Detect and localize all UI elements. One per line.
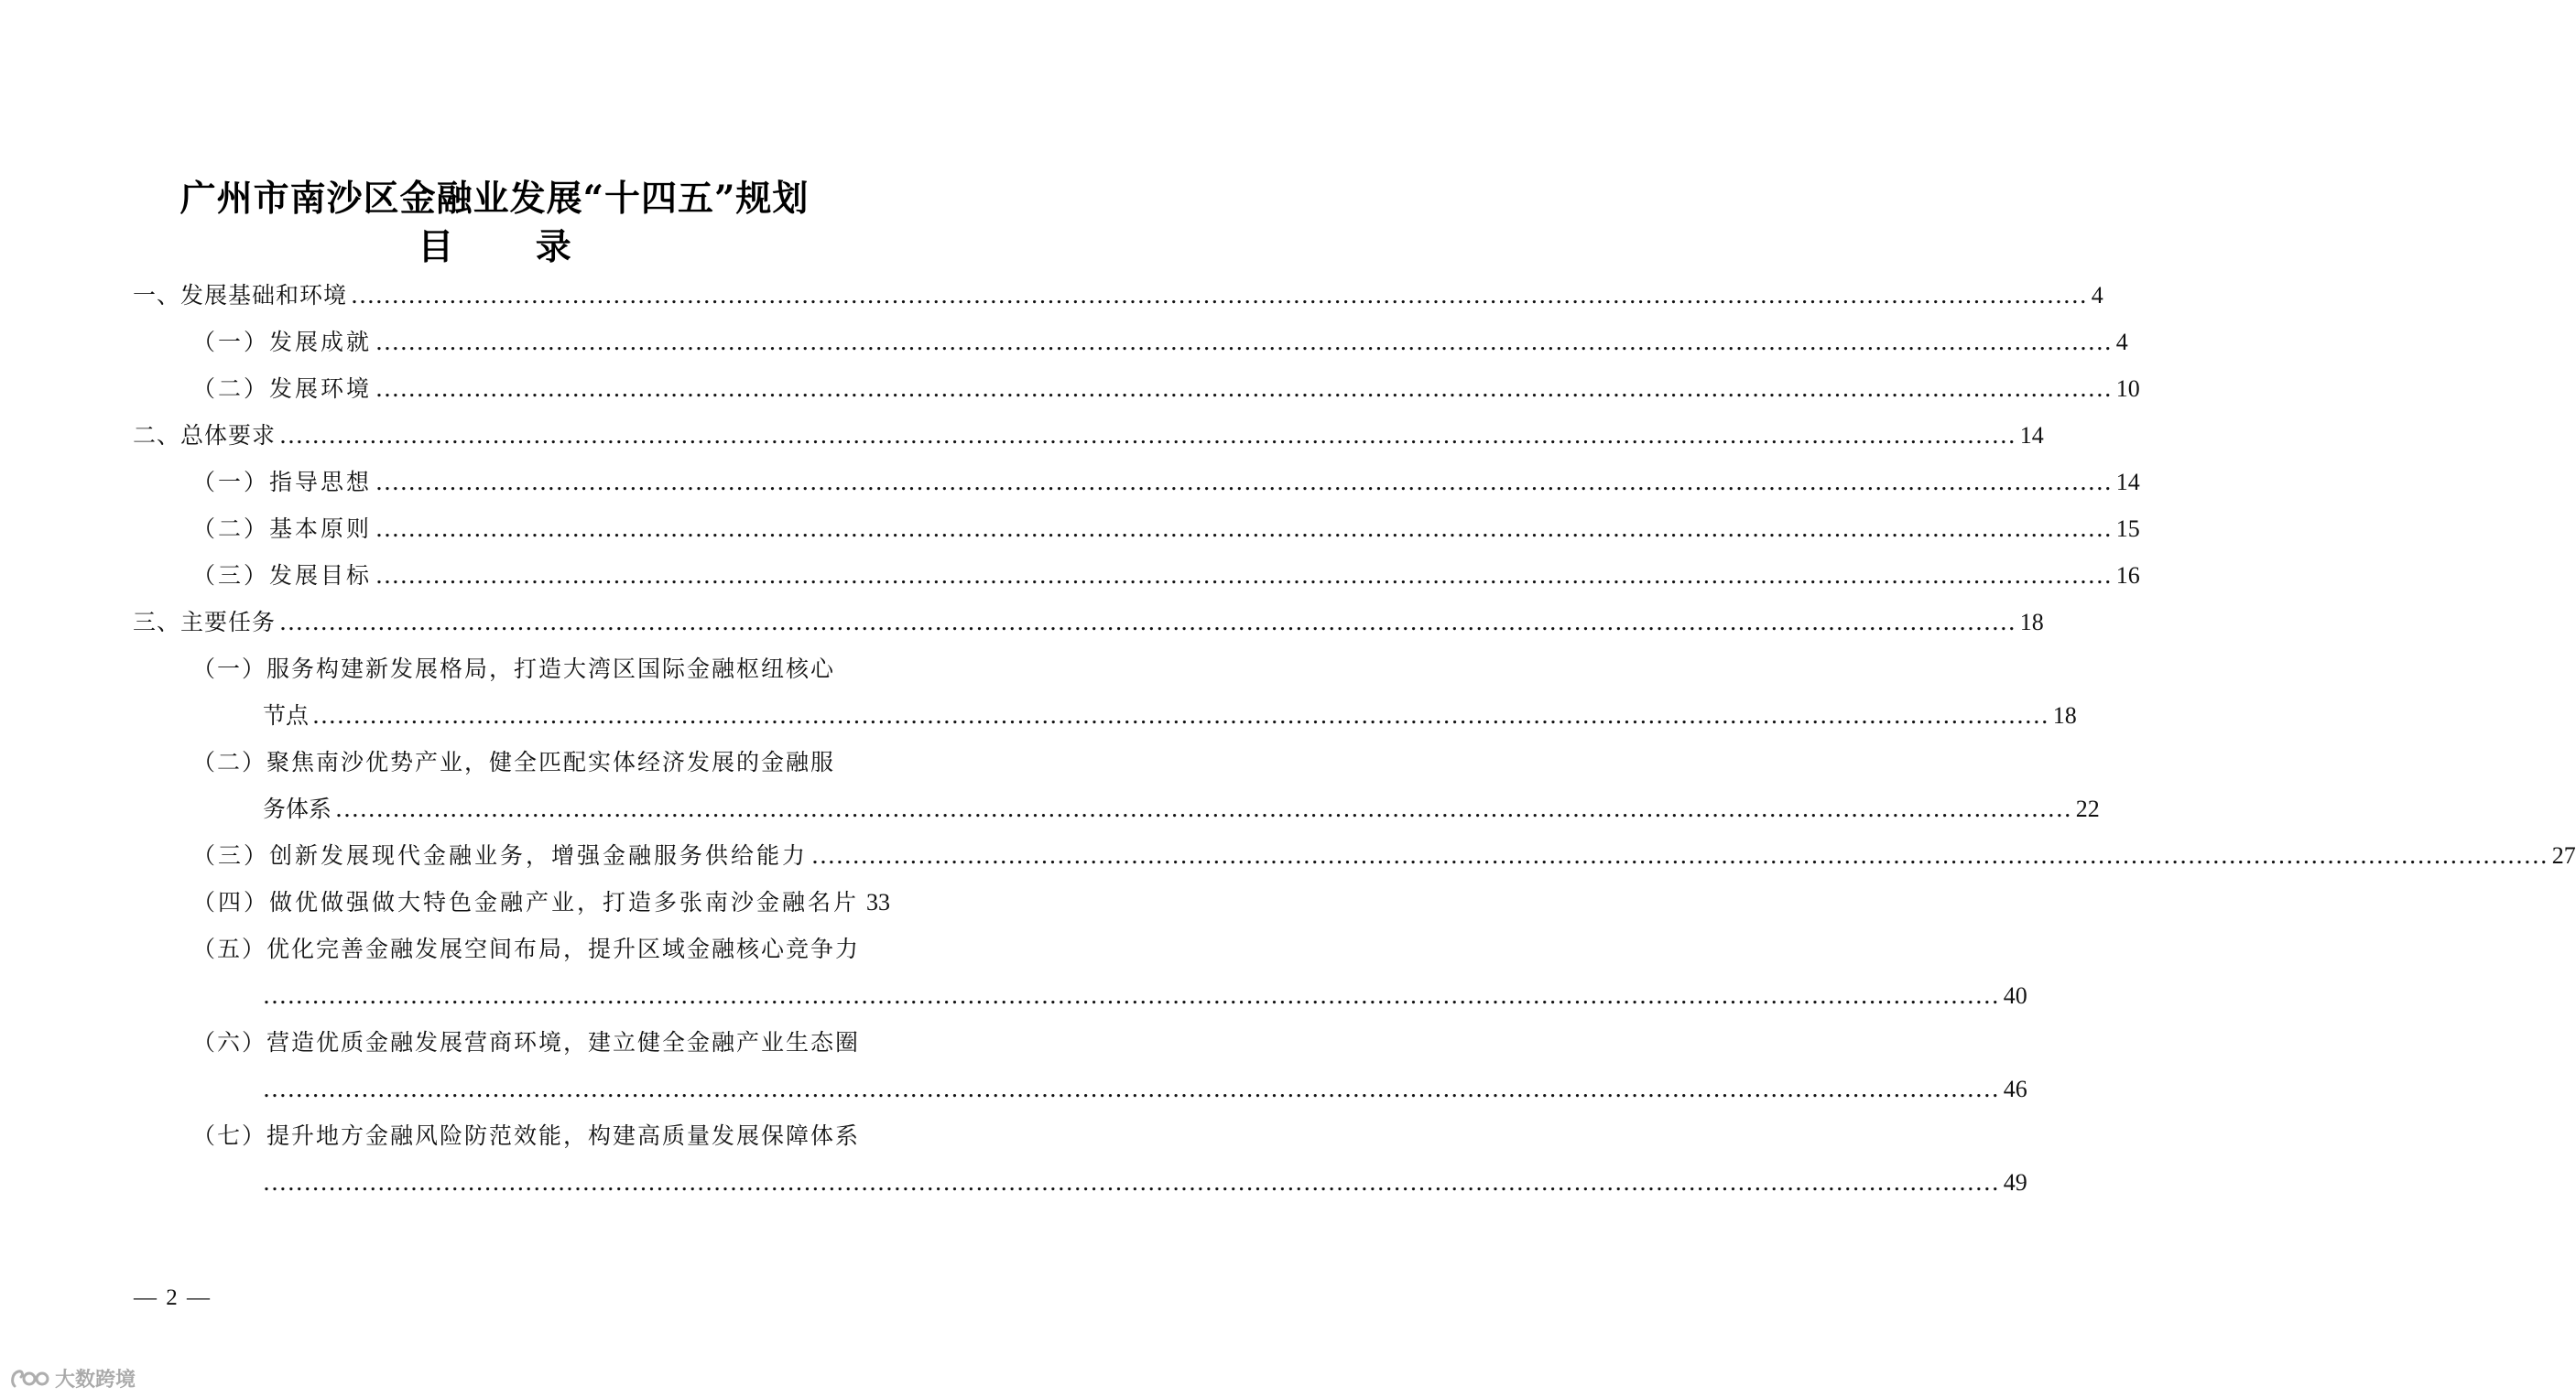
dot-leader: .................................................................................................................................................................................................................... [375,469,2113,495]
toc-entry-section-3-4[interactable] [192,880,891,926]
toc-entry-label: 三、主要任务 [133,609,277,635]
dot-leader: .................................................................................................................................................................................................................... [375,515,2113,542]
dot-leader: .................................................................................................................................................................................................................... [279,422,2016,449]
toc-entry-section-2-2[interactable] [192,506,2140,552]
toc-entry-section-3-7[interactable] [192,1113,865,1159]
dot-leader: .................................................................................................................................................................................................................... [263,1169,2000,1196]
toc-entry-label: 一、发展基础和环境 [133,282,348,309]
watermark [9,1364,136,1393]
dot-leader: .................................................................................................................................................................................................................... [263,982,2000,1009]
toc-entry-label-continuation: 务体系 [263,796,332,822]
toc-entry-section-2-1[interactable] [192,460,2140,505]
toc-entry-section-1-1[interactable] [192,320,2128,365]
toc-entry-section-2[interactable] [133,413,2044,459]
toc-entry-section-3-6[interactable] [192,1020,865,1066]
toc-entry-label: （一）发展成就 [192,329,373,355]
toc-entry-label-continuation: 节点 [263,702,310,729]
toc-entry-label: （二）基本原则 [192,515,373,542]
toc-entry-label: （二）发展环境 [192,375,373,402]
toc-page-number: 15 [2115,515,2140,542]
dot-leader: .................................................................................................................................................................................................................... [375,375,2113,402]
toc-entry-label: 二、总体要求 [133,422,277,449]
toc-page-number: 18 [2052,702,2077,729]
dot-leader: .................................................................................................................................................................................................................... [312,702,2049,729]
page-number-footer: — 2 — [134,1285,212,1310]
watermark-text: 大数跨境 [55,1369,136,1392]
toc-entry-label: （三）发展目标 [192,562,373,589]
dot-leader: .................................................................................................................................................................................................................... [335,796,2072,822]
toc-entry-section-3[interactable] [133,600,2044,645]
toc-page-number: 46 [2003,1076,2027,1102]
toc-page-number: 33 [866,889,891,916]
toc-page-number: 4 [2115,329,2128,355]
toc-entry-label: （一）服务构建新发展格局，打造大湾区国际金融枢纽核心 [192,656,836,682]
toc-page-number: 22 [2075,796,2100,822]
dot-leader: .................................................................................................................................................................................................................... [279,609,2016,635]
toc-entry-label: （二）聚焦南沙优势产业，健全匹配实体经济发展的金融服 [192,749,836,775]
toc-entry-section-3-1-continuation[interactable] [263,693,2077,739]
toc-entry-label: （五）优化完善金融发展空间布局，提升区域金融核心竞争力 [192,936,861,962]
toc-page-number: 14 [2115,469,2140,495]
document-title: 广州市南沙区金融业发展“十四五”规划 [179,178,810,220]
logo-mark-icon [9,1366,51,1392]
dot-leader: .................................................................................................................................................................................................................... [263,1076,2000,1102]
dot-leader: .................................................................................................................................................................................................................... [351,282,2088,309]
toc-page-number: 18 [2019,609,2044,635]
toc-entry-section-3-5[interactable] [192,927,865,972]
toc-entry-section-3-5-continuation[interactable] [263,973,2027,1019]
toc-page-number: 4 [2091,282,2103,309]
toc-entry-section-3-3[interactable] [192,833,2576,879]
toc-heading: 目 录 [418,226,606,268]
toc-entry-label: （四）做优做强做大特色金融产业，打造多张南沙金融名片 [192,889,860,916]
toc-entry-section-3-1[interactable] [192,646,865,692]
toc-entry-label: （七）提升地方金融风险防范效能，构建高质量发展保障体系 [192,1122,861,1149]
toc-page-number: 40 [2003,982,2027,1009]
toc-page-number: 27 [2551,842,2576,869]
toc-page-number: 16 [2115,562,2140,589]
toc-entry-label: （一）指导思想 [192,469,373,495]
toc-entry-section-3-6-continuation[interactable] [263,1067,2027,1112]
dot-leader: .................................................................................................................................................................................................................... [811,842,2549,869]
toc-entry-section-3-2[interactable] [192,740,865,786]
toc-entry-section-2-3[interactable] [192,553,2140,599]
toc-page-number: 10 [2115,375,2140,402]
toc-entry-section-3-2-continuation[interactable] [263,786,2100,832]
toc-entry-label: （三）创新发展现代金融业务，增强金融服务供给能力 [192,842,809,869]
toc-entry-label: （六）营造优质金融发展营商环境，建立健全金融产业生态圈 [192,1029,861,1056]
toc-entry-section-3-7-continuation[interactable] [263,1160,2027,1206]
toc-entry-section-1-2[interactable] [192,366,2140,412]
toc-page-number: 14 [2019,422,2044,449]
dot-leader: .................................................................................................................................................................................................................... [375,562,2113,589]
dot-leader: .................................................................................................................................................................................................................... [375,329,2113,355]
toc-entry-section-1[interactable] [133,273,2103,319]
toc-page-number: 49 [2003,1169,2027,1196]
